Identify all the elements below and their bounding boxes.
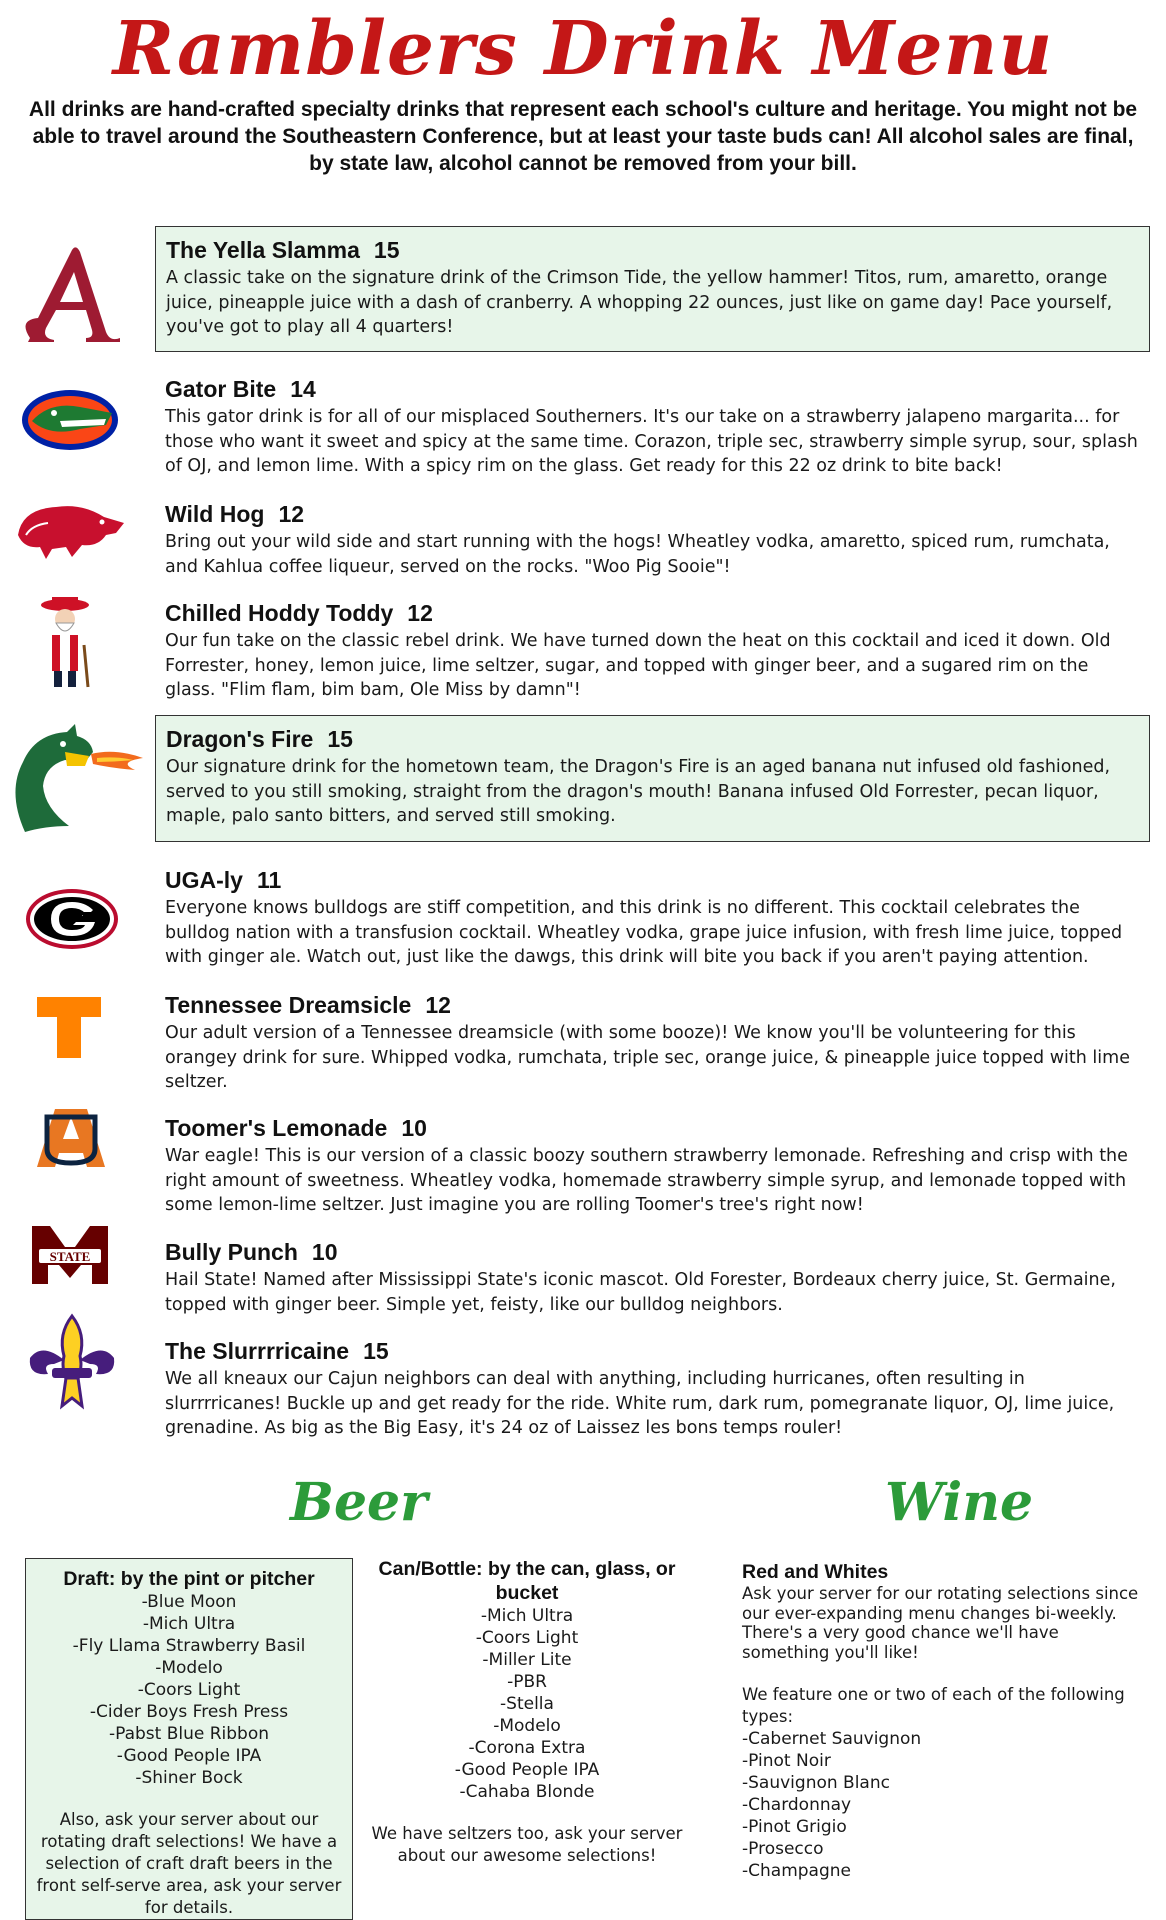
drink-price: 10 [401, 1115, 427, 1141]
list-item: -Cider Boys Fresh Press [89, 1702, 289, 1722]
uab-dragon-logo [5, 722, 145, 842]
list-item: -Pinot Noir [742, 1751, 831, 1771]
drink-header [165, 1237, 1140, 1267]
draft-note: Also, ask your server about our rotating draft selections! We have a selection of craft draft beers in the front self-serve area, ask your server for details. [36, 1810, 342, 1917]
drink-name: Dragon's Fire [166, 726, 314, 752]
list-item: -Modelo [493, 1716, 561, 1736]
drink-price: 12 [407, 600, 433, 626]
drink-card [155, 590, 1150, 709]
list-item: -Mich Ultra [480, 1606, 574, 1626]
drink-header [165, 1336, 1140, 1366]
drink-name: Toomer's Lemonade [165, 1115, 388, 1141]
beer-section-title: Beer [290, 1472, 428, 1533]
list-item: -Shiner Bock [135, 1768, 243, 1788]
drink-name: The Yella Slamma [166, 237, 360, 263]
seltzer-note: We have seltzers too, ask your server about our awesome selections! [371, 1824, 683, 1865]
list-item: -Prosecco [742, 1839, 824, 1859]
list-item: -Pinot Grigio [742, 1817, 847, 1837]
drink-name: Chilled Hoddy Toddy [165, 600, 394, 626]
list-item: -Good People IPA [116, 1746, 262, 1766]
drink-card [155, 1229, 1150, 1323]
florida-gator-logo [20, 385, 120, 455]
list-item: -Fly Llama Strawberry Basil [72, 1636, 306, 1656]
list-item: -Cahaba Blonde [459, 1782, 595, 1802]
drink-name: Gator Bite [165, 376, 277, 402]
drink-description: Our signature drink for the hometown team, the Dragon's Fire is an aged banana nut infused old fashioned, served to you still smoking, straight from the dragon's mouth! Banana infused Old Forrester, pecan liquor, maple, palo santo bitters, and served still smoking. [166, 757, 1111, 826]
drink-name: Bully Punch [165, 1239, 298, 1265]
drink-description: This gator drink is for all of our misplaced Southerners. It's our take on a strawberry jalapeno margarita... for those who want it sweet and spicy at the same time. Corazon, triple sec, strawberry simple syrup, sour, splash of OJ, and lemon lime. With a spicy rim on the glass. Get ready for this 22 oz drink to bite back! [165, 407, 1138, 476]
wine-types-intro: We feature one or two of each of the following types: [742, 1685, 1125, 1726]
drink-header [165, 499, 1140, 529]
draft-heading: Draft: by the pint or pitcher [63, 1568, 315, 1590]
list-item: -Sauvignon Blanc [742, 1773, 890, 1793]
menu-title: Ramblers Drink Menu [112, 6, 1054, 92]
ole-miss-colonel-logo [30, 595, 100, 690]
list-item: -Corona Extra [468, 1738, 586, 1758]
tennessee-t-logo [35, 995, 103, 1060]
list-item: -Pabst Blue Ribbon [108, 1724, 270, 1744]
wine-section-title: Wine [885, 1472, 1034, 1533]
can-heading: Can/Bottle: by the can, glass, or bucket [378, 1558, 676, 1604]
draft-beer-list [26, 1591, 352, 1789]
auburn-au-logo [35, 1107, 107, 1169]
drink-card [155, 982, 1150, 1101]
alabama-a-logo [10, 240, 125, 350]
drink-description: War eagle! This is our version of a classic boozy southern strawberry lemonade. Refreshing and crisp with the right amount of sweetness. Wheatley vodka, homemade strawberry simple syrup, and lemonade topped with some lemon-lime seltzer. Just imagine you are rolling Toomer's tree's right now! [165, 1146, 1128, 1215]
drink-card [155, 1105, 1150, 1224]
drink-description: Bring out your wild side and start running with the hogs! Wheatley vodka, amaretto, spiced rum, rumchata, and Kahlua coffee liqueur, served on the rocks. "Woo Pig Sooie"! [165, 532, 1110, 577]
list-item: -Coors Light [137, 1680, 241, 1700]
drink-price: 15 [363, 1338, 389, 1364]
list-item: -PBR [507, 1672, 547, 1692]
drink-description: Our fun take on the classic rebel drink. We have turned down the heat on this cocktail and iced it down. Old Forrester, honey, lemon juice, lime seltzer, sugar, and topped with ginger beer, and a sugared rim on the glass. "Flim flam, bim bam, Ole Miss by damn"! [165, 631, 1111, 700]
wine-description: Ask your server for our rotating selections since our ever-expanding menu changes bi-weekly. There's a very good chance we'll have something you'll like! [742, 1584, 1139, 1662]
drink-header [166, 235, 1139, 265]
list-item: -Good People IPA [454, 1760, 600, 1780]
drink-card [155, 226, 1150, 352]
drink-name: Wild Hog [165, 501, 265, 527]
menu-intro: All drinks are hand-crafted specialty drinks that represent each school's culture and heritage. You might not be able to travel around the Southeastern Conference, but at least your taste buds can! All alcohol sales are final, by state law, alcohol cannot be removed from your bill. [28, 98, 1138, 175]
drink-card [155, 857, 1150, 976]
drink-price: 15 [327, 726, 353, 752]
drink-description: Everyone knows bulldogs are stiff competition, and this drink is no different. This cocktail celebrates the bulldog nation with a transfusion cocktail. Wheatley vodka, grape juice infusion, with fresh lime juice, topped with ginger ale. Watch out, just like the dawgs, this drink will bite you back if you aren't paying attention. [165, 898, 1123, 967]
drink-card [155, 1328, 1150, 1447]
can-beer-list [362, 1605, 692, 1803]
mississippi-state-logo [28, 1222, 113, 1288]
drink-card [155, 715, 1150, 842]
drink-price: 15 [373, 237, 400, 263]
drink-price: 11 [256, 867, 282, 893]
drink-price: 12 [278, 501, 305, 527]
drink-price: 14 [290, 376, 316, 402]
drink-header [165, 1113, 1140, 1143]
drink-header [165, 374, 1140, 404]
drink-card [155, 491, 1150, 585]
draft-beer-box [25, 1558, 353, 1920]
drink-name: UGA-ly [165, 867, 243, 893]
drink-description: Our adult version of a Tennessee dreamsicle (with some booze)! We know you'll be volunteering for this orangey drink for sure. Whipped vodka, rumchata, triple sec, orange juice, & pineapple juice topped with lime seltzer. [165, 1023, 1130, 1092]
lsu-fleur-de-lis-logo [22, 1312, 122, 1412]
georgia-g-logo [25, 888, 120, 950]
drink-header [165, 598, 1140, 628]
list-item: -Coors Light [475, 1628, 579, 1648]
drink-price: 12 [425, 992, 451, 1018]
list-item: -Mich Ultra [142, 1614, 236, 1634]
drink-description: A classic take on the signature drink of the Crimson Tide, the yellow hammer! Titos, rum, amaretto, orange juice, pineapple juice with a dash of cranberry. A whopping 22 ounces, just like on game day! Pace yourself, you've got to play all 4 quarters! [166, 268, 1113, 337]
wine-column [742, 1560, 1142, 1882]
svg-text:STATE: STATE [49, 1249, 91, 1264]
wine-list [742, 1728, 1142, 1882]
list-item: -Cabernet Sauvignon [742, 1729, 922, 1749]
drink-header [165, 865, 1140, 895]
list-item: -Stella [500, 1694, 554, 1714]
list-item: -Champagne [742, 1861, 851, 1881]
can-bottle-column [362, 1557, 692, 1867]
arkansas-hog-logo [12, 495, 127, 560]
drink-description: Hail State! Named after Mississippi State's iconic mascot. Old Forester, Bordeaux cherry juice, St. Germaine, topped with ginger beer. Simple yet, feisty, like our bulldog neighbors. [165, 1270, 1116, 1315]
drink-header [166, 724, 1139, 754]
list-item: -Chardonnay [742, 1795, 852, 1815]
drink-name: The Slurrrricaine [165, 1338, 350, 1364]
list-item: -Blue Moon [141, 1592, 237, 1612]
drink-price: 10 [311, 1239, 338, 1265]
drink-header [165, 990, 1140, 1020]
list-item: -Modelo [155, 1658, 223, 1678]
drink-name: Tennessee Dreamsicle [165, 992, 412, 1018]
drink-card [155, 366, 1150, 485]
drink-description: We all kneaux our Cajun neighbors can deal with anything, including hurricanes, often resulting in slurrrricanes! Buckle up and get ready for the ride. White rum, dark rum, pomegranate liquor, OJ, lime juice, grenadine. As big as the Big Easy, it's 24 oz of Laissez les bons temps rouler! [165, 1369, 1115, 1438]
list-item: -Miller Lite [482, 1650, 572, 1670]
wine-heading: Red and Whites [742, 1561, 889, 1583]
